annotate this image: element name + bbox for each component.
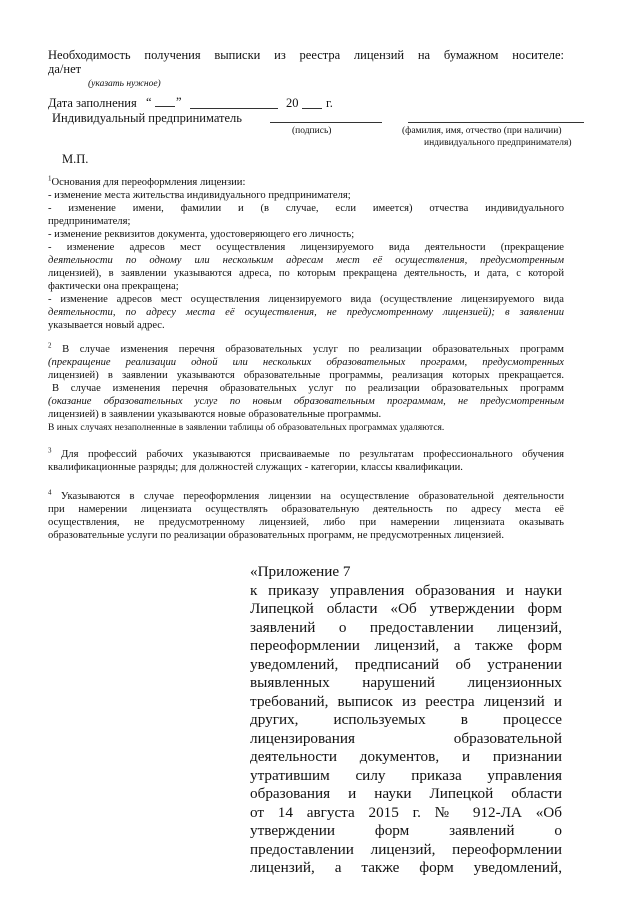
date-month-field[interactable] xyxy=(190,108,278,109)
appendix-line: лицензий, а также форм уведомлений, xyxy=(250,859,562,876)
fio-caption-1: (фамилия, имя, отчество (при наличии) xyxy=(402,126,562,136)
appendix-line: к приказу управления образования и науки xyxy=(250,581,562,599)
appendix-header xyxy=(250,563,562,878)
footnote-2-line: (оказание образовательных услуг по новым образовательным программам, не предусмотренным xyxy=(48,396,564,407)
appendix-line: Липецкой области «Об утверждении форм xyxy=(250,600,562,617)
footnote-2-line: лицензией) в заявлении указываются образовательные программы, реализация которых прекращается. xyxy=(48,370,564,381)
footnote-4-line: при намерении лицензиата осуществлять образовательную деятельность по адресу места её xyxy=(48,504,564,515)
footnote-1-line: указывается новый адрес. xyxy=(48,320,165,331)
appendix-line: уведомлений, предписаний об устранении xyxy=(250,655,562,673)
date-year-suffix: г. xyxy=(326,96,333,110)
footnote-2-line: лицензией) в заявлении указываются новые образовательные программы. xyxy=(48,409,382,420)
footnote-1-line: - изменение адресов мест осуществления лицензируемого вида (осуществление лицензируемого вида xyxy=(48,294,564,305)
footnote-4 xyxy=(48,490,564,542)
date-quote-open: “ xyxy=(146,95,152,109)
footnote-2-line: В иных случаях незаполненные в заявлении таблицы об образовательных программах удаляются. xyxy=(48,423,445,433)
entrepreneur-label: Индивидуальный предприниматель xyxy=(52,111,242,125)
date-day-field[interactable] xyxy=(155,106,175,107)
footnote-1-title: Основания для переоформления лицензии: xyxy=(51,177,246,188)
footnote-1-line: - изменение места жительства индивидуального предпринимателя; xyxy=(48,190,351,201)
date-year-field[interactable] xyxy=(302,108,322,109)
fill-date-label: Дата заполнения xyxy=(48,96,137,110)
appendix-line: выявленных нарушений лицензионных xyxy=(250,674,562,691)
footnote-2-line: В случае изменения перечня образовательных услуг по реализации образовательных программ xyxy=(62,344,564,355)
appendix-line: образования и науки Липецкой области xyxy=(250,785,562,802)
footnote-1-mark: 1 xyxy=(48,174,52,183)
appendix-line: утверждении форм заявлений о xyxy=(250,822,562,839)
appendix-line: предоставлении лицензий, переоформлении xyxy=(250,840,562,858)
footnote-1-line: деятельности по одному или нескольким адресам мест её осуществления, предусмотренным xyxy=(48,255,564,266)
appendix-title: «Приложение 7 xyxy=(250,563,351,580)
footnote-4-line: Указываются в случае переоформления лицензии на осуществление образовательной деятельности xyxy=(60,491,564,502)
appendix-line: утратившим силу приказа управления xyxy=(250,766,562,784)
stamp-place: М.П. xyxy=(62,152,89,166)
footnote-1-line: - изменение адресов мест осуществления лицензируемого вида деятельности (прекращение xyxy=(48,242,564,253)
signature-field[interactable] xyxy=(270,122,382,123)
footnote-3 xyxy=(48,448,564,474)
appendix-line: требований, выписок из реестра лицензий и xyxy=(250,692,562,710)
footnote-2 xyxy=(48,343,564,434)
footnote-4-mark: 4 xyxy=(48,488,52,497)
footnote-2-line: (прекращение реализации одной или нескольких образовательных программ, предусмотренных xyxy=(48,357,564,368)
appendix-line: заявлений о предоставлении лицензий, xyxy=(250,618,562,636)
footnote-4-line: осуществления, не предусмотренному лицензией, либо при намерении лицензиата оказывать xyxy=(48,517,564,528)
footnote-3-line: квалификационные разряды; для должностей служащих - категории, классы квалификации. xyxy=(48,462,463,473)
signature-caption: (подпись) xyxy=(292,126,332,136)
footnote-1-line: фактически она прекращена; xyxy=(48,281,179,292)
footnote-1-line: предпринимателя; xyxy=(48,216,131,227)
footnote-1 xyxy=(48,176,564,332)
footnote-2-mark: 2 xyxy=(48,341,52,350)
footnote-3-line: Для профессий рабочих указываются присваиваемые по результатам профессионального обучения xyxy=(61,449,564,460)
appendix-line: других, используемых в процессе xyxy=(250,711,562,728)
footnote-1-line: - изменение имени, фамилии и (в случае, если имеется) отчества индивидуального xyxy=(48,203,564,214)
date-year-prefix: 20 xyxy=(286,96,299,110)
footnote-1-line: - изменение реквизитов документа, удостоверяющего его личность; xyxy=(48,229,355,240)
paper-extract-question: Необходимость получения выписки из реестра лицензий на бумажном носителе: xyxy=(48,48,564,62)
footnote-4-line: образовательные услуги по реализации образовательных программ, не предусмотренных лицензией. xyxy=(48,530,504,541)
appendix-line: деятельности документов, и признании xyxy=(250,748,562,765)
appendix-line: лицензирования образовательной xyxy=(250,729,562,747)
footnote-1-line: деятельности, по адресу места её осуществления, не предусмотренному лицензией); в заявлении xyxy=(48,307,564,318)
footnote-3-mark: 3 xyxy=(48,446,52,455)
fio-field[interactable] xyxy=(408,122,584,123)
footnote-1-line: лицензией), в заявлении указываются адреса, по которым прекращена деятельность, и дата, с которой xyxy=(48,268,564,279)
appendix-line: переоформлении лицензий, а также форм xyxy=(250,637,562,654)
footnote-2-line: В случае изменения перечня образовательных услуг по реализации образовательных программ xyxy=(52,383,564,394)
date-quote-close: ” xyxy=(176,95,182,109)
paper-extract-answer: да/нет xyxy=(48,62,82,76)
paper-extract-hint: (указать нужное) xyxy=(88,79,161,89)
fio-caption-2: индивидуального предпринимателя) xyxy=(424,138,572,148)
appendix-line: от 14 августа 2015 г. № 912-ЛА «Об xyxy=(250,803,562,821)
